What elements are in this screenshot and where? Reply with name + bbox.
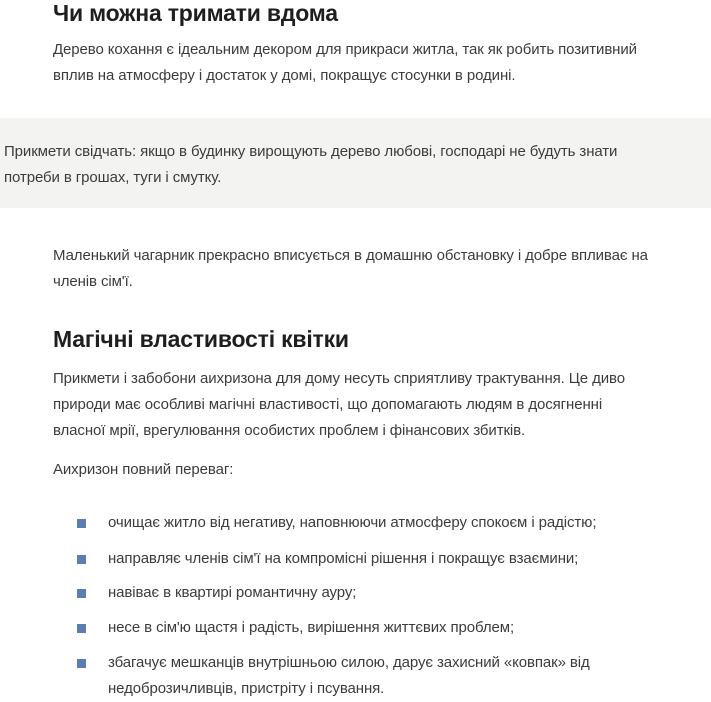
paragraph-line: Дерево кохання є ідеальним декором для прикраси житла, так як робить позитивний: [53, 41, 637, 58]
section-heading-keep-at-home: Чи можна тримати вдома: [53, 0, 338, 26]
paragraph-line: власної мрії, врегулювання особистих проблем і фінансових збитків.: [53, 422, 526, 439]
list-item-text: направляє членів сім'ї на компромісні рішення і покращує взаємини;: [108, 550, 579, 567]
list-item-text: навіває в квартирі романтичну ауру;: [108, 584, 357, 601]
section1-paragraph: [53, 37, 711, 89]
paragraph-small-shrub: [53, 243, 711, 295]
quote-box: [0, 118, 711, 208]
list-item-line: збагачує мешканців внутрішньою силою, дарує захисний «ковпак» від: [108, 654, 590, 671]
square-bullet-icon: [77, 555, 86, 564]
section2-paragraph: [53, 366, 711, 444]
section-heading-magic-properties: Магічні властивості квітки: [53, 326, 349, 352]
list-item-line: недоброзичливців, пристріту і псування.: [108, 680, 385, 697]
benefits-intro: Аихризон повний переваг:: [53, 461, 234, 478]
quote-text: [4, 139, 704, 191]
paragraph-line: природи має особливі магічні властивості, що допомагають людям в досягненні: [53, 396, 603, 413]
quote-line: потреби в грошах, туги і смутку.: [4, 169, 222, 186]
square-bullet-icon: [77, 624, 86, 633]
square-bullet-icon: [77, 519, 86, 528]
paragraph-line: Маленький чагарник прекрасно вписується в домашню обстановку і добре впливає на: [53, 247, 648, 264]
square-bullet-icon: [77, 659, 86, 668]
paragraph-line: вплив на атмосферу і достаток у домі, покращує стосунки в родині.: [53, 67, 516, 84]
list-item-text: очищає житло від негативу, наповнюючи атмосферу спокоєм і радістю;: [108, 514, 597, 531]
square-bullet-icon: [77, 589, 86, 598]
list-item-text: несе в сім'ю щастя і радість, вирішення життєвих проблем;: [108, 619, 515, 636]
paragraph-line: членів сім'ї.: [53, 273, 133, 290]
quote-line: Прикмети свідчать: якщо в будинку вирощують дерево любові, господарі не будуть знати: [4, 143, 618, 160]
list-item-text: [108, 650, 668, 702]
paragraph-line: Прикмети і забобони аихризона для дому несуть сприятливу трактування. Це диво: [53, 370, 625, 387]
